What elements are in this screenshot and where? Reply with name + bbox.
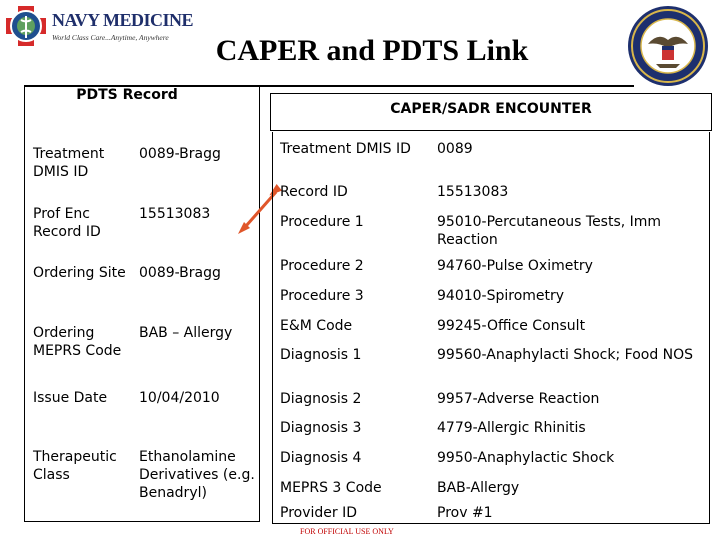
caper-encounter-title: CAPER/SADR ENCOUNTER bbox=[390, 101, 592, 117]
caper-value: 94760-Pulse Oximetry bbox=[437, 258, 593, 274]
pdts-label: Treatment DMIS ID bbox=[33, 146, 105, 180]
pdts-label: Ordering MEPRS Code bbox=[33, 325, 122, 359]
caper-label: MEPRS 3 Code bbox=[280, 480, 382, 496]
pdts-label: Issue Date bbox=[33, 390, 108, 406]
pdts-value: 0089-Bragg bbox=[139, 146, 221, 162]
caper-label: Procedure 3 bbox=[280, 288, 364, 304]
caper-label: Procedure 1 bbox=[280, 214, 364, 230]
logo-brand-text: NAVY MEDICINE bbox=[52, 10, 194, 30]
pdts-label: Ordering Site bbox=[33, 265, 126, 281]
caper-value: 99245-Office Consult bbox=[437, 318, 586, 334]
caper-label: Record ID bbox=[280, 184, 348, 200]
pdts-value: Ethanolamine Derivatives (e.g. Benadryl) bbox=[139, 449, 255, 501]
caper-value: 0089 bbox=[437, 141, 473, 157]
caper-value: 9957-Adverse Reaction bbox=[437, 391, 600, 407]
caper-label: Provider ID bbox=[280, 505, 357, 521]
classification-footer: FOR OFFICIAL USE ONLY bbox=[300, 527, 394, 536]
caper-value: 4779-Allergic Rhinitis bbox=[437, 420, 586, 436]
caper-value: 15513083 bbox=[437, 184, 509, 200]
caper-label: E&M Code bbox=[280, 318, 353, 334]
caper-label: Diagnosis 3 bbox=[280, 420, 362, 436]
pdts-record-title: PDTS Record bbox=[76, 87, 178, 103]
caper-label: Diagnosis 1 bbox=[280, 347, 362, 363]
caper-value: 95010-Percutaneous Tests, Imm Reaction bbox=[437, 214, 662, 248]
pdts-value: 10/04/2010 bbox=[139, 390, 220, 406]
caper-label: Treatment DMIS ID bbox=[280, 141, 411, 157]
pdts-label: Prof Enc Record ID bbox=[33, 206, 101, 240]
logo-tagline: World Class Care...Anytime, Anywhere bbox=[52, 33, 169, 42]
pdts-value: BAB – Allergy bbox=[139, 325, 233, 341]
caper-value: 94010-Spirometry bbox=[437, 288, 565, 304]
caper-label: Diagnosis 2 bbox=[280, 391, 362, 407]
caper-value: 99560-Anaphylacti Shock; Food NOS bbox=[437, 347, 694, 363]
caper-value: Prov #1 bbox=[437, 505, 493, 521]
pdts-value: 0089-Bragg bbox=[139, 265, 221, 281]
caper-value: 9950-Anaphylactic Shock bbox=[437, 450, 615, 466]
caper-value: BAB-Allergy bbox=[437, 480, 520, 496]
caper-label: Diagnosis 4 bbox=[280, 450, 362, 466]
page-title: CAPER and PDTS Link bbox=[215, 34, 529, 67]
pdts-value: 15513083 bbox=[139, 206, 211, 222]
pdts-label: Therapeutic Class bbox=[33, 449, 117, 483]
caper-label: Procedure 2 bbox=[280, 258, 364, 274]
